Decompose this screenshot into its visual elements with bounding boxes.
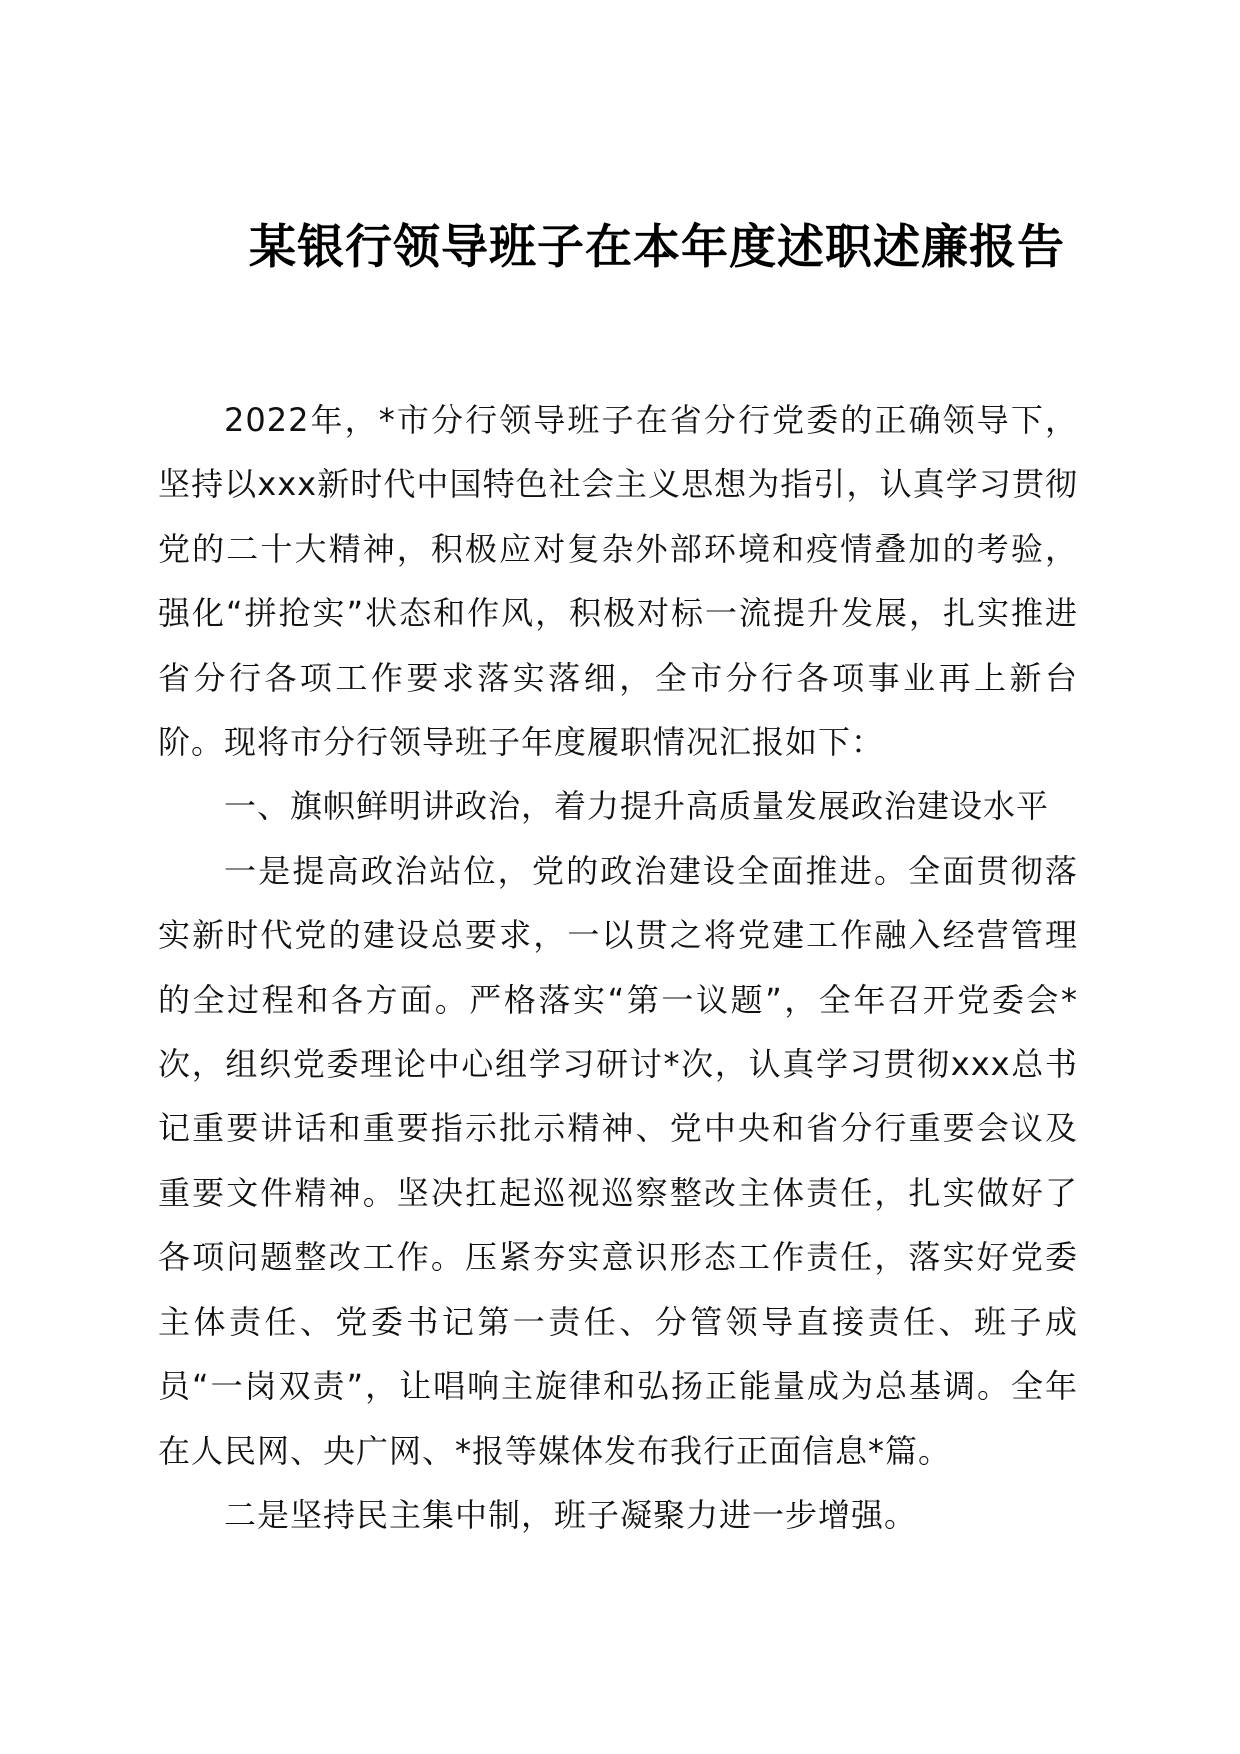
paragraph-democratic-centralism: 二是坚持民主集中制，班子凝聚力进一步增强。 [224, 1495, 918, 1534]
section-heading-1: 一、旗帜鲜明讲政治，着力提升高质量发展政治建设水平 [224, 787, 1050, 826]
paragraph-political-standing: 一是提高政治站位，党的政治建设全面推进。全面贯彻落实新时代党的建设总要求，一以贯之将党建工作融入经营管理的全过程和各方面。严格落实“第一议题”，全年召开党委会*次，组织党委理论中心组学习研讨*次，认真学习贯彻xxx总书记重要讲话和重要指示批示精神、党中央和省分行重要会议及重要文件精神。坚决扛起巡视巡察整改主体责任，扎实做好了各项问题整改工作。压紧夯实意识形态工作责任，落实好党委主体责任、党委书记第一责任、分管领导直接责任、班子成员“一岗双责”，让唱响主旋律和弘扬正能量成为总基调。全年在人民网、央广网、*报等媒体发布我行正面信息*篇。 [158, 851, 1078, 1470]
document-body [158, 388, 1078, 1547]
document-title: 某银行领导班子在本年度述职述廉报告 [249, 220, 1065, 275]
paragraph-intro: 2022年，*市分行领导班子在省分行党委的正确领导下，坚持以xxx新时代中国特色社会主义思想为指引，认真学习贯彻党的二十大精神，积极应对复杂外部环境和疫情叠加的考验，强化“拼抢实”状态和作风，积极对标一流提升发展，扎实推进省分行各项工作要求落实落细，全市分行各项事业再上新台阶。现将市分行领导班子年度履职情况汇报如下： [158, 401, 1078, 762]
